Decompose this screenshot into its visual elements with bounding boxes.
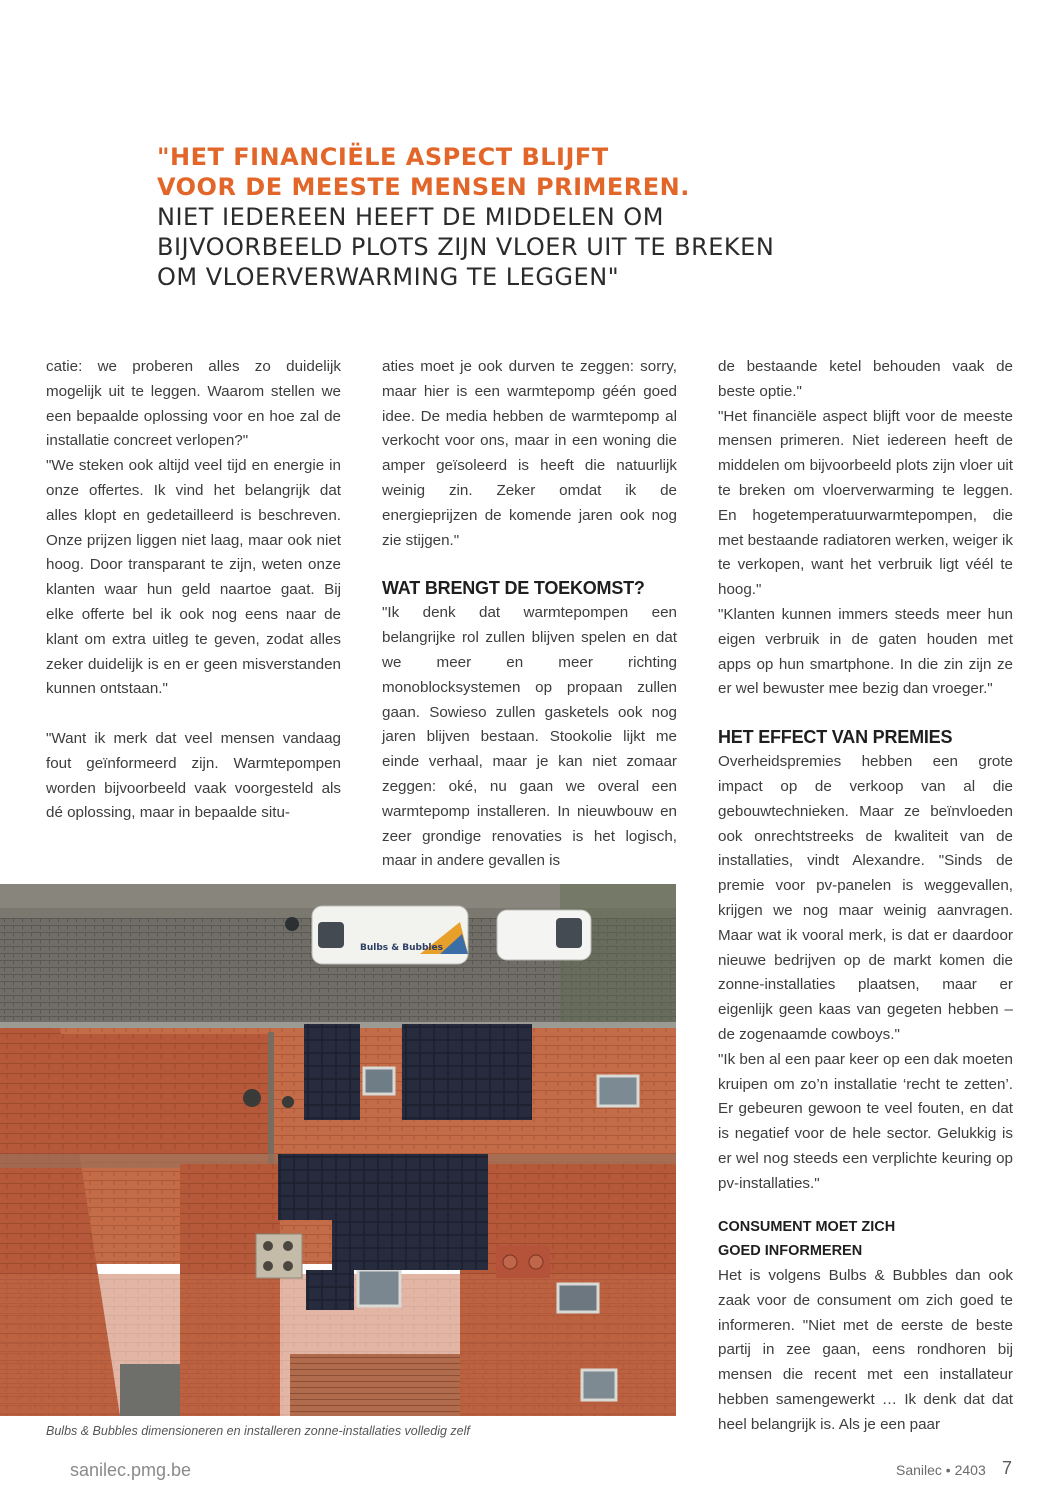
paragraph: "Ik ben al een paar keer op een dak moeten kruipen om zo’n installatie ‘recht te zetten’. Er gebeuren gewoon te veel fouten, en dat is negatief voor de hele sector. Gelukkig is er wel nog steeds een verplichte keuring op pv-installaties." [718, 1050, 1013, 1192]
rooftop-solar-photo [0, 884, 676, 1416]
pull-quote [157, 142, 917, 292]
pull-quote-line: OM VLOERVERWARMING TE LEGGEN" [157, 263, 620, 291]
white-van [497, 910, 591, 960]
subsection-heading [718, 1215, 1013, 1265]
paragraph: "We steken ook altijd veel tijd en energie in onze offertes. Ik vind het belangrijk dat alles klopt en gedetailleerd is beschreven. Onze prijzen liggen niet laag, maar ook niet hoog. Door transparant te zijn, weten onze klanten waar hun geld naartoe gaat. Bij elke offerte bel ik ook nog eens naar de klant om extra uitleg te geven, zodat alles zeker duidelijk is en er geen misverstanden kunnen ontstaan." [46, 457, 341, 698]
pull-quote-line: "HET FINANCIËLE ASPECT BLIJFT [157, 143, 609, 171]
subsection-heading-line: GOED INFORMEREN [718, 1243, 863, 1260]
paragraph: "Het financiële aspect blijft voor de meeste mensen primeren. Niet iedereen heeft de middelen om bijvoorbeeld plots zijn vloer uit te breken om vloerverwarming te leggen. En hogetemperatuurwarmtepompen, die met bestaande radiatoren werken, weiger ik te verkopen, want het verbruik ligt véél te hoog." [718, 407, 1013, 599]
section-heading: WAT BRENGT DE TOEKOMST? [382, 578, 645, 599]
article-column-1 [46, 355, 341, 826]
paragraph: de bestaande ketel behouden vaak de beste optie." [718, 358, 1013, 400]
article-column-2 [382, 355, 677, 874]
svg-text:Bulbs & Bubbles: Bulbs & Bubbles [360, 943, 443, 953]
footer-magazine-issue: Sanilec • 2403 [896, 1462, 986, 1478]
section-heading: HET EFFECT VAN PREMIES [718, 727, 953, 748]
company-van [312, 906, 468, 964]
footer-website: sanilec.pmg.be [70, 1460, 192, 1480]
photo-caption: Bulbs & Bubbles dimensioneren en installeren zonne-installaties volledig zelf [46, 1424, 470, 1438]
paragraph: "Ik denk dat warmtepompen een belangrijke rol zullen blijven spelen en dat we meer en meer richting monoblocksystemen op propaan zullen gaan. Sowieso zullen gasketels ook nog jaren blijven bestaan. Stookolie lijkt me einde verhaal, maar je kan niet zomaar zeggen: oké, nu gaan we overal een warmtepomp installeren. In nieuwbouw en zeer grondige renovaties is het logisch, maar in andere gevallen is [382, 604, 677, 870]
pull-quote-line: NIET IEDEREEN HEEFT DE MIDDELEN OM [157, 203, 664, 231]
paragraph: "Klanten kunnen immers steeds meer hun eigen verbruik in de gaten houden met apps op hun smartphone. In die zin zijn ze er wel bewuster mee bezig dan vroeger." [718, 605, 1013, 698]
paragraph: "Want ik merk dat veel mensen vandaag fout geïnformeerd zijn. Warmtepompen worden bijvoorbeeld vaak voorgesteld als dé oplossing, maar in bepaalde situ- [46, 729, 341, 822]
paragraph: Overheidspremies hebben een grote impact op de verkoop van al die gebouwtechnieken. Maar ze beïnvloeden ook onrechtstreeks de kwaliteit van de installaties, vindt Alexandre. "Sinds de premie voor pv-panelen is weggevallen, krijgen we nog maar weinig aanvragen. Maar wat ik vooral merk, is dat er daardoor nieuwe bedrijven op de markt komen die zonne-installaties plaatsen, maar er eigenlijk geen kaas van gegeten hebben – de zogenaamde cowboys." [718, 753, 1013, 1043]
pull-quote-line: BIJVOORBEELD PLOTS ZIJN VLOER UIT TE BREKEN [157, 233, 775, 261]
pull-quote-line: VOOR DE MEESTE MENSEN PRIMEREN. [157, 173, 690, 201]
paragraph: Het is volgens Bulbs & Bubbles dan ook zaak voor de consument om zich goed te informeren. "Niet met de eerste de beste partij in zee gaan, eens rondhoren bij mensen die recent met een installateur hebben samengewerkt … Ik denk dat dat heel belangrijk is. Als je een paar [718, 1267, 1013, 1433]
page-number: 7 [1002, 1458, 1013, 1478]
article-column-3 [718, 355, 1013, 1438]
paragraph: aties moet je ook durven te zeggen: sorry, maar hier is een warmtepomp géén goed idee. De media hebben de warmtepomp al verkocht voor ons, maar in een woning die amper geïsoleerd is heeft die natuurlijk weinig zin. Zeker omdat ik de energieprijzen de komende jaren ook nog zie stijgen." [382, 358, 677, 549]
paragraph: catie: we proberen alles zo duidelijk mogelijk uit te leggen. Waarom stellen we een bepaalde oplossing voor en hoe zal de installatie concreet verlopen?" [46, 358, 341, 450]
subsection-heading-line: CONSUMENT MOET ZICH [718, 1218, 896, 1235]
